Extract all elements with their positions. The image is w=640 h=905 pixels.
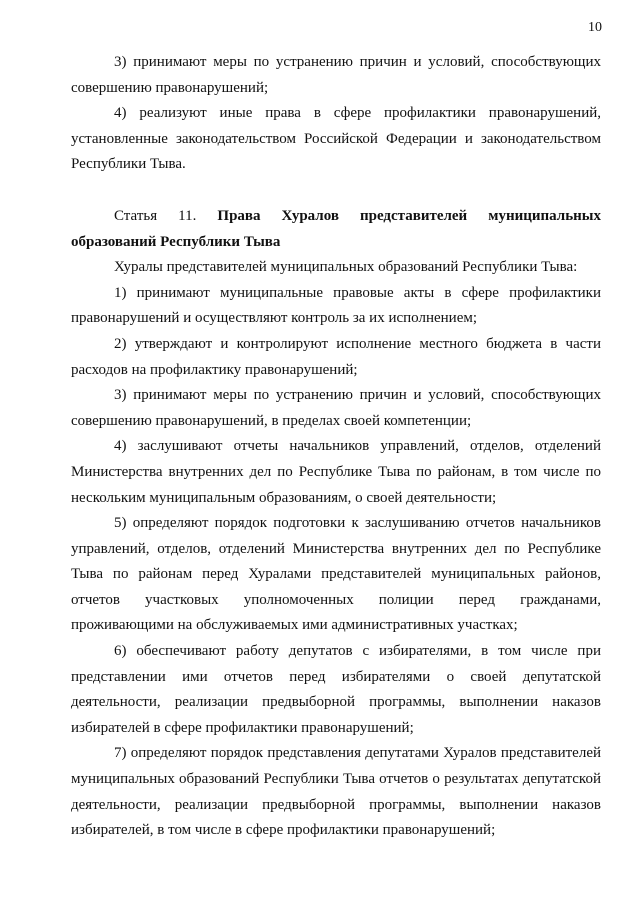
paragraph: 3) принимают меры по устранению причин и условий, способствующих совершению правонарушений;	[71, 54, 601, 96]
paragraph: 5) определяют порядок подготовки к заслушиванию отчетов начальников управлений, отделов, отделений Министерства внутренних дел по Республике Тыва по районам перед Хуралами представителей муниципальных районов, отчетов участковых уполномоченных полиции перед гражданами, проживающими на обслуживаемых ими административных участках;	[71, 515, 601, 634]
document-body	[71, 50, 601, 844]
paragraph: 4) реализуют иные права в сфере профилактики правонарушений, установленные законодательством Российской Федерации и законодательством Республики Тыва.	[71, 105, 601, 173]
page-number: 10	[588, 20, 602, 35]
article-title: Права Хуралов представителей муниципальных образований Республики Тыва	[71, 207, 602, 250]
article-number: Статья 11.	[114, 207, 197, 224]
article-heading	[71, 204, 601, 255]
paragraph: 7) определяют порядок представления депутатами Хуралов представителей муниципальных образований Республики Тыва отчетов о результатах депутатской деятельности, реализации предвыборной программы, выполнении наказов избирателей, в том числе в сфере профилактики правонарушений;	[71, 745, 601, 839]
paragraph: 1) принимают муниципальные правовые акты в сфере профилактики правонарушений и осуществляют контроль за их исполнением;	[71, 284, 601, 327]
paragraph: 6) обеспечивают работу депутатов с избирателями, в том числе при представлении ими отчетов перед избирателями о своей депутатской деятельности, реализации предвыборной программы, выполнении наказов избирателей в сфере профилактики правонарушений;	[71, 643, 601, 736]
section-gap	[71, 178, 601, 204]
paragraph: Хуралы представителей муниципальных образований Республики Тыва:	[114, 259, 578, 276]
paragraph: 2) утверждают и контролируют исполнение местного бюджета в части расходов на профилактику правонарушений;	[71, 335, 601, 378]
paragraph: 4) заслушивают отчеты начальников управлений, отделов, отделений Министерства внутренних дел по Республике Тыва по районам, в том числе по нескольким муниципальным образованиям, о своей деятельности;	[71, 438, 601, 506]
paragraph: 3) принимают меры по устранению причин и условий, способствующих совершению правонарушений, в пределах своей компетенции;	[71, 387, 601, 429]
